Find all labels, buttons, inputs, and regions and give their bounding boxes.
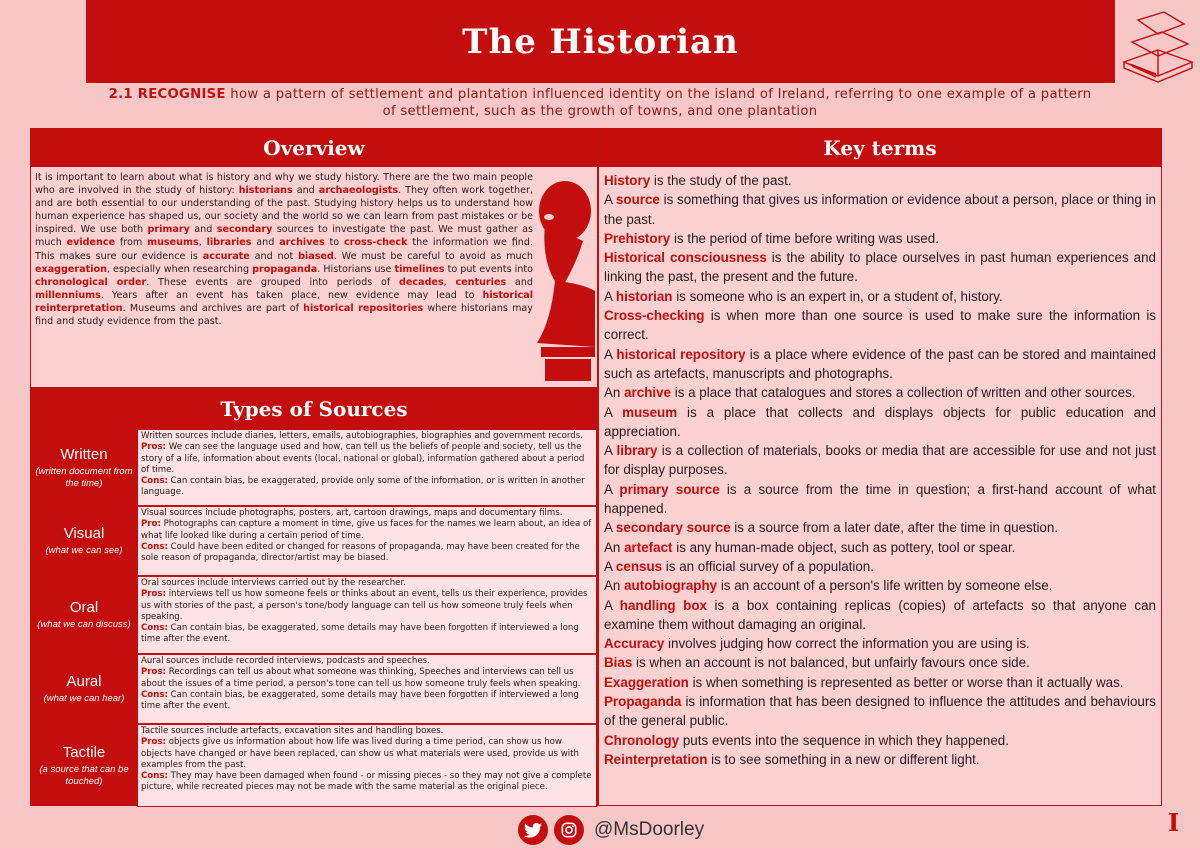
- overview-keyword: chronological order: [35, 276, 147, 288]
- key-terms-heading: Key terms: [599, 129, 1161, 167]
- key-term-item: [604, 518, 1156, 537]
- key-term-article: A: [604, 288, 616, 304]
- key-term-definition: is a collection of materials, books or media that are accessible for use and not just for display purposes.: [604, 443, 1156, 478]
- instagram-icon[interactable]: [554, 815, 584, 845]
- overview-keyword: historical repositories: [303, 302, 424, 314]
- key-term: library: [616, 443, 658, 459]
- key-term-item: [604, 171, 1156, 190]
- overview-text-run: It is important to learn about what is history and why we study history. There are the two main people who are involved in the study of history:: [35, 172, 533, 197]
- types-of-sources-heading: Types of Sources: [31, 389, 597, 429]
- key-term-definition: is a place where evidence of the past can be stored and maintained such as artefacts, manuscripts and photographs.: [604, 346, 1156, 381]
- overview-keyword: timelines: [394, 263, 445, 275]
- pros-label: Pros:: [141, 442, 166, 453]
- overview-heading: Overview: [31, 129, 597, 167]
- overview-text-run: and not: [249, 250, 299, 262]
- key-term-item: [604, 480, 1156, 519]
- overview-keyword: museums: [147, 237, 199, 249]
- key-term: Prehistory: [604, 230, 671, 246]
- overview-keyword: historians: [238, 185, 293, 197]
- key-term-item: [604, 248, 1156, 287]
- key-term-definition: is a place that collects and displays objects for public education and appreciation.: [604, 404, 1156, 439]
- source-type-name: Oral: [69, 599, 99, 616]
- key-term-definition: is any human-made object, such as pottery, tool or spear.: [672, 539, 1016, 555]
- source-pros: [141, 667, 593, 690]
- overview-text-run: . These events are grouped into periods of: [146, 276, 400, 288]
- key-term: Bias: [604, 655, 633, 671]
- source-summary: Written sources include diaries, letters, emails, autobiographies, biographies and government records.: [141, 431, 583, 441]
- key-term-item: [604, 673, 1156, 692]
- key-term: museum: [622, 404, 678, 420]
- overview-keyword: libraries: [206, 237, 252, 249]
- source-type-label: [31, 654, 137, 724]
- overview-text-run: ,: [198, 237, 207, 249]
- key-term-item: [604, 576, 1156, 595]
- key-term-definition: is when something is represented as better or worse than it actually was.: [688, 674, 1124, 690]
- pros-text: interviews tell us how someone feels or thinks about an event, tells us their experience, provides us with stories of the past, a person's tone/body language can tell us how someone truly feels when speaking.: [141, 589, 588, 622]
- learning-outcome: [100, 86, 1100, 120]
- cons-label: Cons:: [141, 476, 168, 487]
- key-term-item: [604, 287, 1156, 306]
- overview-keyword: archives: [279, 237, 325, 249]
- pros-label: Pros:: [141, 737, 166, 748]
- overview-text-run: . Museums and archives are part of: [122, 302, 304, 314]
- key-term-definition: is when more than one source is used to make sure the information is correct.: [604, 308, 1156, 343]
- overview-text-run: , especially when researching: [106, 263, 253, 275]
- key-term: secondary source: [615, 520, 731, 536]
- key-term-article: A: [604, 192, 616, 208]
- key-term: Exaggeration: [604, 674, 689, 690]
- key-term-definition: is information that has been designed to influence the attitudes and behaviours of the general public.: [604, 694, 1156, 729]
- key-term-item: [604, 538, 1156, 557]
- key-term: handling box: [619, 597, 707, 613]
- key-term-item: [604, 190, 1156, 229]
- twitter-icon[interactable]: [518, 815, 548, 845]
- key-term: census: [615, 558, 663, 574]
- overview-text-run: to: [324, 237, 344, 249]
- key-term-item: [604, 596, 1156, 635]
- overview-keyword: primary: [147, 224, 190, 236]
- key-term-item: [604, 750, 1156, 769]
- pros-label: Pros:: [141, 589, 166, 600]
- source-cons: [141, 623, 593, 646]
- overview-text-run: and: [189, 224, 217, 236]
- pros-text: objects give us information about how life was lived during a time period, can show us how objects have changed or have been replaced, can show us what materials were used, provide us with examples from the past.: [141, 737, 579, 770]
- source-type-subtitle: (written document from the time): [35, 465, 133, 489]
- overview-text-run: from: [115, 237, 148, 249]
- source-type-name: Written: [60, 445, 108, 463]
- overview-keyword: accurate: [202, 250, 250, 262]
- source-pros: [141, 519, 593, 542]
- historian-bust-icon: [531, 171, 595, 383]
- cons-label: Cons:: [141, 689, 168, 700]
- footer: [518, 814, 704, 846]
- source-pros: [141, 737, 593, 771]
- key-terms-list: [604, 171, 1156, 769]
- key-term-definition: is the ability to place ourselves in past human experiences and linking the past, the present and the future.: [604, 250, 1156, 285]
- key-term-definition: is something that gives us information or evidence about a person, place or thing in the past.: [604, 192, 1156, 227]
- key-term-item: [604, 441, 1156, 480]
- source-summary: Tactile sources include artefacts, excavation sites and handling boxes.: [141, 726, 444, 736]
- source-row: [31, 576, 597, 654]
- source-summary: Oral sources include interviews carried out by the researcher.: [141, 578, 406, 588]
- key-term-article: A: [604, 404, 623, 420]
- key-term-item: [604, 383, 1156, 402]
- pros-text: We can see the language used and how, can tell us the beliefs of people and society, tell us the story of a life, information about events (local, national or global), information gathered about a period of time.: [141, 442, 585, 475]
- source-type-name: Aural: [66, 673, 102, 690]
- overview-keyword: secondary: [216, 224, 273, 236]
- key-term: Historical consciousness: [604, 250, 767, 266]
- overview-panel: [30, 128, 598, 388]
- source-row: [31, 654, 597, 724]
- key-term-item: [604, 345, 1156, 384]
- key-term-definition: is a source from a later date, after the time in question.: [730, 520, 1059, 536]
- key-term: Cross-checking: [604, 308, 705, 324]
- key-term: History: [604, 173, 651, 188]
- overview-text-run: to put events into: [444, 263, 533, 275]
- key-term-definition: is an official survey of a population.: [662, 558, 874, 574]
- cons-text: Can contain bias, be exaggerated, provide only some of the information, or is written in another language.: [141, 476, 585, 498]
- key-term: Propaganda: [604, 694, 682, 710]
- overview-text-run: sources to investigate the past. We must gather as much: [35, 224, 533, 249]
- learning-outcome-text: how a pattern of settlement and plantation influenced identity on the island of Ireland, referring to one example of a pattern of settlement, such as the growth of towns, and one plantation: [225, 87, 1092, 119]
- pros-text: Recordings can tell us about what someone was thinking, Speeches and interviews can tell us about the issues of a time period, a person's tone can tell us how someone truly feels when speaking.: [141, 667, 581, 689]
- key-term-item: [604, 557, 1156, 576]
- key-term-definition: is an account of a person's life written by someone else.: [717, 578, 1053, 594]
- source-description: [137, 506, 597, 576]
- key-term-item: [604, 306, 1156, 345]
- cons-label: Cons:: [141, 623, 168, 634]
- key-term-article: A: [604, 597, 620, 613]
- source-row: [31, 429, 597, 506]
- source-summary: Visual sources include photographs, posters, art, cartoon drawings, maps and documentary films.: [141, 508, 563, 518]
- source-type-label: [31, 724, 137, 807]
- key-term-item: [604, 229, 1156, 248]
- key-term-definition: puts events into the sequence in which they happened.: [679, 732, 1009, 748]
- key-term-definition: is the period of time before writing was used.: [670, 230, 939, 246]
- overview-text-run: where historians may find and study evidence from the past.: [35, 302, 533, 328]
- overview-keyword: biased: [298, 250, 334, 262]
- overview-text-run: and: [251, 237, 280, 249]
- overview-text-run: ,: [443, 276, 456, 288]
- source-description: [137, 429, 597, 506]
- cons-label: Cons:: [141, 771, 168, 782]
- source-type-subtitle: (a source that can be touched): [39, 763, 129, 787]
- key-term-definition: involves judging how correct the information you are using is.: [664, 636, 1030, 652]
- source-description: [137, 576, 597, 654]
- social-handle: @MsDoorley: [594, 819, 705, 840]
- overview-text-run: and: [292, 185, 319, 197]
- source-summary: Aural sources include recorded interviews, podcasts and speeches.: [141, 656, 430, 666]
- cons-text: Can contain bias, be exaggerated, some details may have been forgotten if interviewed a long time after the event.: [141, 623, 579, 645]
- key-term-item: [604, 692, 1156, 731]
- source-row: [31, 506, 597, 576]
- source-type-subtitle: (what we can hear): [43, 693, 125, 704]
- key-term: archive: [624, 385, 672, 401]
- key-term-definition: is the study of the past.: [650, 173, 792, 188]
- key-term: source: [615, 192, 660, 208]
- overview-keyword: historical reinterpretation: [35, 289, 533, 314]
- source-type-label: [31, 429, 137, 506]
- key-term-article: An: [604, 578, 625, 594]
- books-illustration-icon: [1118, 2, 1198, 84]
- overview-keyword: evidence: [66, 237, 116, 249]
- source-row: [31, 724, 597, 807]
- cons-text: Could have been edited or changed for reasons of propaganda, may have been created for the sole reason of propaganda, director/artist may be biased.: [141, 541, 580, 564]
- key-term-item: [604, 634, 1156, 653]
- overview-keyword: cross-check: [344, 237, 408, 249]
- key-term-article: A: [604, 443, 617, 459]
- cons-text: Can contain bias, be exaggerated, some details may have been forgotten if interviewed a long time after the event.: [141, 689, 579, 712]
- source-type-name: Visual: [63, 525, 105, 542]
- source-type-subtitle: (what we can see): [45, 545, 123, 556]
- key-term-article: A: [604, 346, 617, 362]
- pros-label: Pros:: [141, 667, 166, 678]
- overview-text-run: and: [506, 276, 533, 288]
- overview-text: [35, 171, 533, 328]
- key-term-item: [604, 731, 1156, 750]
- page-number: I: [1168, 808, 1180, 837]
- key-term-article: An: [604, 385, 625, 401]
- key-term-article: A: [604, 481, 620, 497]
- overview-keyword: millenniums: [35, 289, 101, 301]
- key-term-definition: is a source from the time in question; a first-hand account of what happened.: [604, 481, 1156, 517]
- overview-text-run: . Historians use: [317, 263, 395, 275]
- overview-text-run: . We must be careful to avoid as much: [333, 250, 533, 262]
- overview-text-run: . They often work together, and are both essential to our understanding of the past. Studying history helps us to understand how human experience has shaped us, our society and the world so we can learn from past mistakes or be inspired. We use both: [35, 185, 533, 236]
- source-type-label: [31, 576, 137, 654]
- source-type-name: Tactile: [62, 743, 106, 761]
- source-pros: [141, 442, 593, 476]
- key-term-item: [604, 403, 1156, 442]
- key-term-definition: is to see something in a new or different light.: [707, 751, 980, 767]
- cons-label: Cons:: [141, 541, 168, 552]
- source-cons: [141, 476, 593, 499]
- overview-keyword: archaeologists: [318, 185, 399, 197]
- overview-keyword: centuries: [455, 276, 507, 288]
- key-terms-panel: [598, 128, 1162, 806]
- key-term-article: A: [604, 520, 616, 536]
- source-cons: [141, 690, 593, 713]
- overview-text-run: . Years after an event has taken place, new evidence may lead to: [100, 289, 483, 301]
- overview-text-run: the information we find. This makes sure our evidence is: [35, 237, 533, 262]
- key-term-definition: is a place that catalogues and stores a collection of written and other sources.: [671, 385, 1136, 401]
- key-term: historical repository: [616, 346, 746, 362]
- page-title: The Historian: [462, 21, 739, 62]
- pros-text: Photographs can capture a moment in time, give us faces for the names we learn about, an idea of what life looked like during a certain period of time.: [141, 519, 592, 541]
- source-description: [137, 654, 597, 724]
- title-banner: [86, 0, 1115, 83]
- key-term: autobiography: [624, 578, 718, 594]
- source-cons: [141, 542, 593, 565]
- source-type-subtitle: (what we can discuss): [37, 619, 131, 630]
- key-term: primary source: [619, 481, 720, 497]
- learning-outcome-code: 2.1 RECOGNISE: [108, 87, 226, 102]
- cons-text: They may have been damaged when found - or missing pieces - so they may not give a complete picture, while recreated pieces may not be made with the same material as the original piece.: [141, 771, 592, 793]
- types-of-sources-panel: [30, 388, 598, 806]
- source-description: [137, 724, 597, 807]
- source-cons: [141, 771, 593, 794]
- pros-label: Pro:: [141, 519, 161, 530]
- key-term-article: A: [604, 558, 616, 574]
- source-pros: [141, 589, 593, 623]
- key-term: Chronology: [604, 732, 680, 748]
- key-term: Accuracy: [604, 636, 665, 652]
- key-term-definition: is when an account is not balanced, but unfairly favours once side.: [632, 655, 1030, 671]
- key-term-article: An: [604, 539, 625, 555]
- overview-keyword: decades: [399, 276, 444, 288]
- key-term: historian: [615, 288, 673, 304]
- key-term-definition: is a box containing replicas (copies) of artefacts so that anyone can examine them without damaging an original.: [604, 597, 1157, 632]
- key-term-item: [604, 653, 1156, 672]
- key-term: Reinterpretation: [604, 751, 708, 767]
- source-type-label: [31, 506, 137, 576]
- overview-keyword: exaggeration: [35, 263, 107, 275]
- key-term: artefact: [624, 539, 673, 555]
- key-term-definition: is someone who is an expert in, or a student of, history.: [672, 288, 1003, 304]
- overview-keyword: propaganda: [252, 263, 318, 275]
